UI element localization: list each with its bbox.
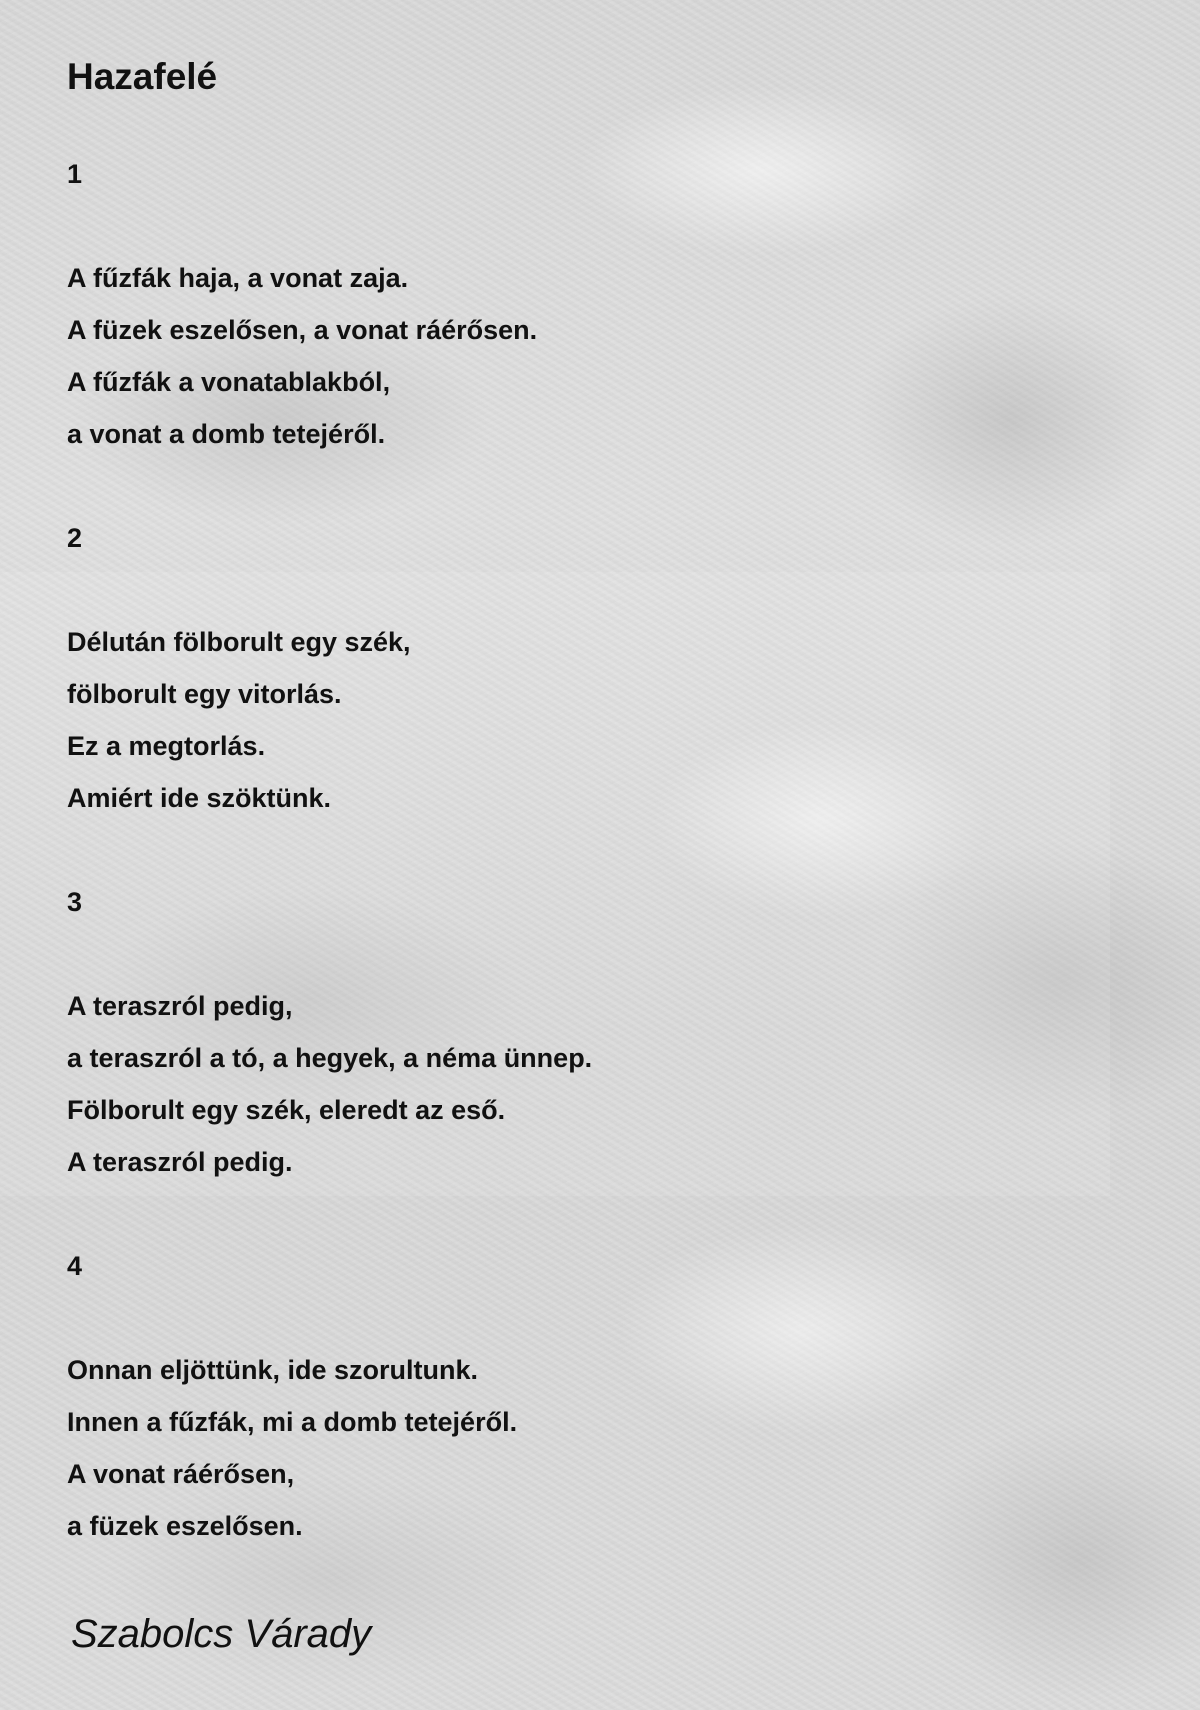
poem-section-3 xyxy=(67,876,1127,1240)
section-number: 2 xyxy=(67,523,83,553)
poem-line: Ez a megtorlás. xyxy=(67,731,266,761)
poem-container xyxy=(67,52,1127,1552)
poem-line: fölborult egy vitorlás. xyxy=(67,679,342,709)
section-number: 4 xyxy=(67,1251,83,1281)
stanza xyxy=(67,252,1127,460)
poem-line: Fölborult egy szék, eleredt az eső. xyxy=(67,1095,506,1125)
poem-line: a füzek eszelősen. xyxy=(67,1511,303,1541)
poem-line: A teraszról pedig, xyxy=(67,991,293,1021)
poem-line: A fűzfák haja, a vonat zaja. xyxy=(67,263,409,293)
poem-line: A füzek eszelősen, a vonat ráérősen. xyxy=(67,315,538,345)
poem-line: Délután fölborult egy szék, xyxy=(67,627,411,657)
section-number: 1 xyxy=(67,159,83,189)
poem-line: a vonat a domb tetejéről. xyxy=(67,419,386,449)
poem-line: A teraszról pedig. xyxy=(67,1147,293,1177)
stanza xyxy=(67,1344,1127,1552)
poem-author: Szabolcs Várady xyxy=(71,1612,372,1656)
poem-section-1 xyxy=(67,148,1127,512)
poem-title: Hazafelé xyxy=(67,56,218,97)
poem-line: a teraszról a tó, a hegyek, a néma ünnep. xyxy=(67,1043,593,1073)
poem-section-4 xyxy=(67,1240,1127,1552)
poem-line: Innen a fűzfák, mi a domb tetejéről. xyxy=(67,1407,518,1437)
poem-line: A fűzfák a vonatablakból, xyxy=(67,367,391,397)
poem-line: Onnan eljöttünk, ide szorultunk. xyxy=(67,1355,479,1385)
stanza xyxy=(67,616,1127,824)
section-number: 3 xyxy=(67,887,83,917)
poem-line: Amiért ide szöktünk. xyxy=(67,783,332,813)
poem-line: A vonat ráérősen, xyxy=(67,1459,295,1489)
poem-section-2 xyxy=(67,512,1127,876)
stanza xyxy=(67,980,1127,1188)
